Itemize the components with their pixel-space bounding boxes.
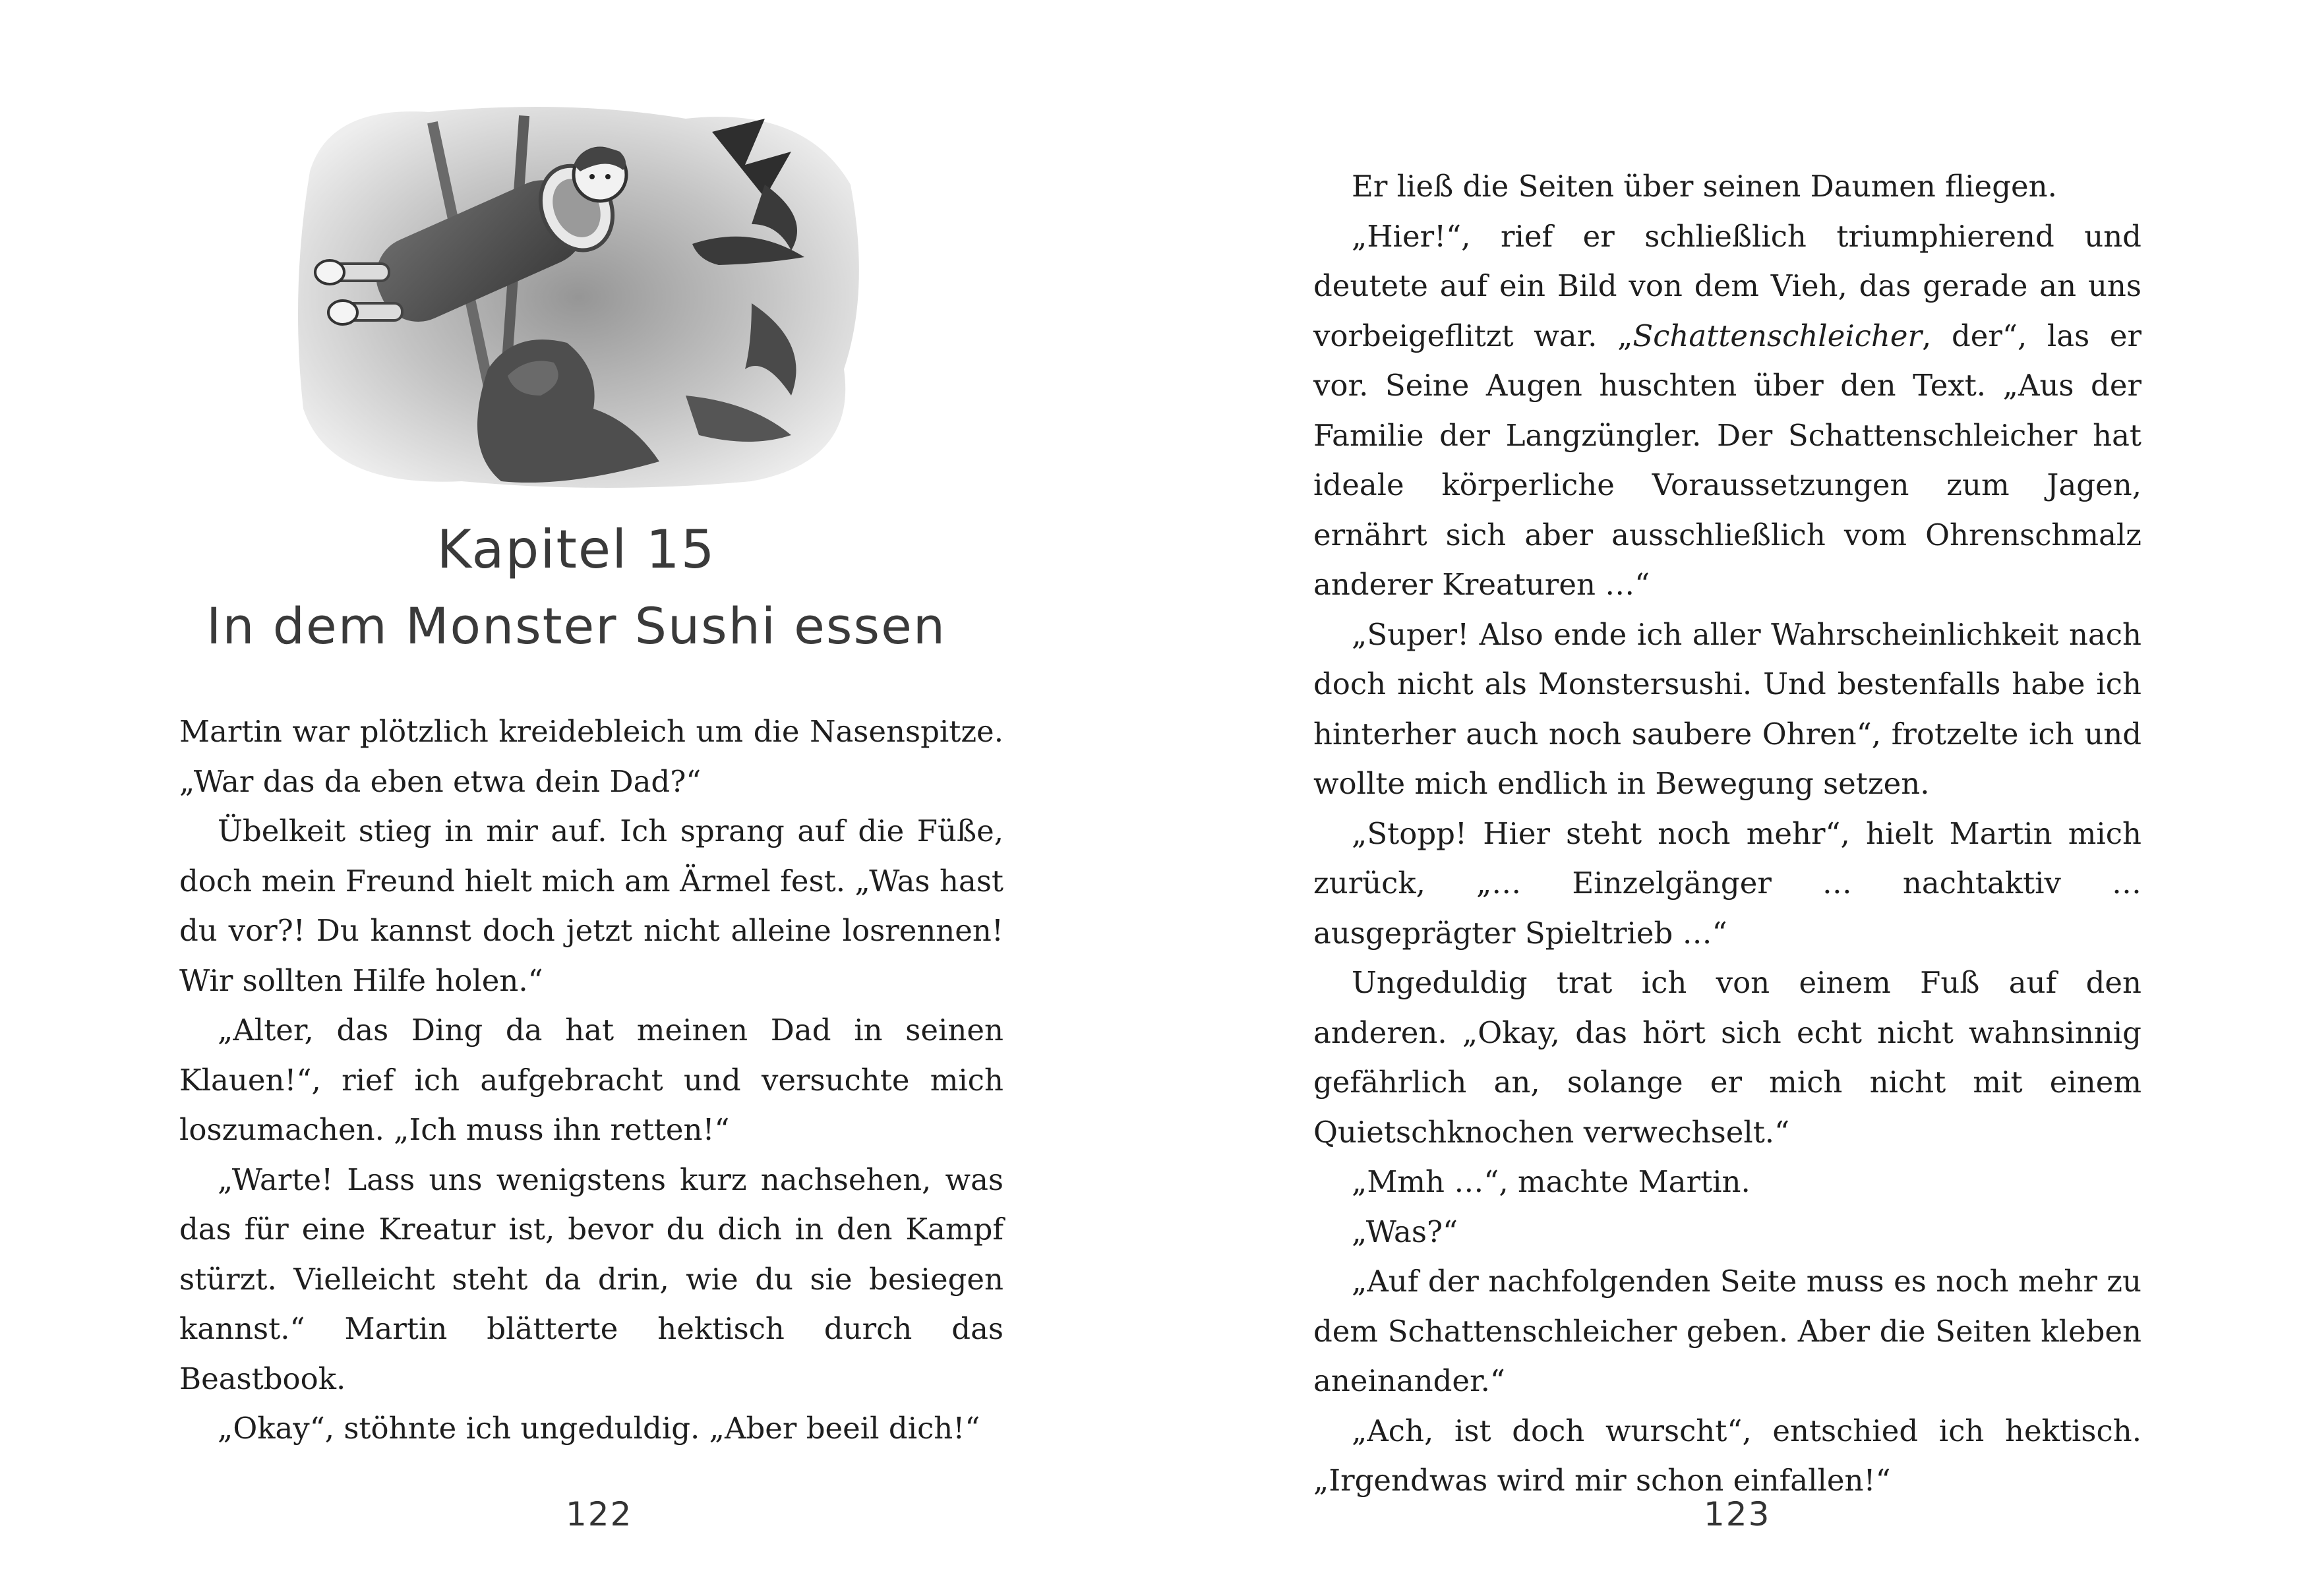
paragraph: „Mmh …“, machte Martin. xyxy=(1352,1164,1751,1199)
paragraph: Er ließ die Seiten über seinen Daumen fliegen. xyxy=(1352,169,2057,204)
chapter-illustration-icon xyxy=(290,92,864,488)
page-number-right: 123 xyxy=(1704,1495,1771,1533)
paragraph: „Stopp! Hier steht noch mehr“, hielt Martin mich zurück, „… Einzelgänger … nachtaktiv … ausgeprägter Spieltrieb …“ xyxy=(1313,815,2141,951)
paragraph: „Was?“ xyxy=(1352,1214,1458,1249)
paragraph: „Okay“, stöhnte ich ungeduldig. „Aber beeil dich!“ xyxy=(218,1411,980,1446)
left-page xyxy=(0,0,1152,1596)
paragraph: „Warte! Lass uns wenigstens kurz nachsehen, was das für eine Kreatur ist, bevor du dich in den Kampf stürzt. Vielleicht steht da drin, wie du sie besiegen kannst.“ Martin blätterte hektisch durch das Beastbook. xyxy=(179,1162,1003,1396)
emphasized-creature-name: Schattenschleicher xyxy=(1632,318,1923,353)
chapter-title: In dem Monster Sushi essen xyxy=(206,597,947,655)
left-page-body xyxy=(179,707,1003,1454)
paragraph: Ungeduldig trat ich von einem Fuß auf den anderen. „Okay, das hört sich echt nicht wahnsinnig gefährlich an, solange er mich nicht mit einem Quietschknochen verwechselt.“ xyxy=(1313,965,2141,1150)
paragraph: „Alter, das Ding da hat meinen Dad in seinen Klauen!“, rief ich aufgebracht und versuchte mich loszumachen. „Ich muss ihn retten!“ xyxy=(179,1013,1003,1147)
paragraph-part: , der“, las er vor. Seine Augen huschten über den Text. „Aus der Familie der Langzüngler. Der Schattenschleicher hat ideale körperliche Voraussetzungen zum Jagen, ernährt sich aber ausschließlich vom Ohrenschmalz anderer Kreaturen …“ xyxy=(1313,318,2141,602)
paragraph: „Auf der nachfolgenden Seite muss es noch mehr zu dem Schattenschleicher geben. Aber die Seiten kleben aneinander.“ xyxy=(1313,1264,2141,1398)
chapter-number: Kapitel 15 xyxy=(436,519,716,580)
right-page xyxy=(1152,0,2305,1596)
paragraph xyxy=(1313,212,2141,610)
paragraph: „Super! Also ende ich aller Wahrscheinlichkeit nach doch nicht als Monstersushi. Und bestenfalls habe ich hinterher auch noch saubere Ohren“, frotzelte ich und wollte mich endlich in Bewegung setzen. xyxy=(1313,616,2141,801)
paragraph: Übelkeit stieg in mir auf. Ich sprang auf die Füße, doch mein Freund hielt mich am Ärmel fest. „Was hast du vor?! Du kannst doch jetzt nicht alleine losrennen! Wir sollten Hilfe holen.“ xyxy=(179,813,1003,998)
paragraph: „Ach, ist doch wurscht“, entschied ich hektisch. „Irgendwas wird mir schon einfallen!“ xyxy=(1313,1413,2141,1498)
paragraph: Martin war plötzlich kreidebleich um die Nasenspitze. „War das da eben etwa dein Dad?“ xyxy=(179,714,1003,799)
paragraph-part: „Hier!“, rief er schließlich triumphierend und deutete auf ein Bild von dem Vieh, das gerade an uns vorbeigeflitzt war. „ xyxy=(1313,218,2141,353)
right-page-body xyxy=(1313,162,2141,1506)
page-number-left: 122 xyxy=(566,1495,633,1533)
